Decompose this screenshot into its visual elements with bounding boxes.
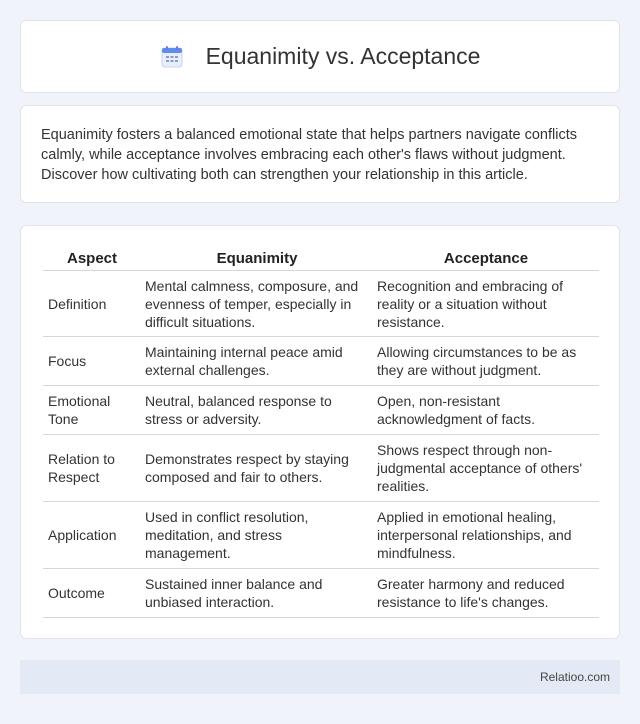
table-row xyxy=(43,271,599,337)
cell-equanimity: Neutral, balanced response to stress or adversity. xyxy=(141,386,373,435)
footer-brand-link[interactable]: Relatioo.com xyxy=(539,670,610,684)
comparison-table xyxy=(43,247,599,618)
intro-paragraph: Equanimity fosters a balanced emotional state that helps partners navigate conflicts calmly, while acceptance involves embracing each other's flaws without judgment. Discover how cultivating both can strengthen your relationship in this article. xyxy=(41,127,577,183)
table-row xyxy=(43,386,599,435)
cell-acceptance: Greater harmony and reduced resistance to life's changes. xyxy=(373,569,599,618)
table-row xyxy=(43,435,599,502)
cell-acceptance: Open, non-resistant acknowledgment of facts. xyxy=(373,386,599,435)
table-row xyxy=(43,502,599,569)
cell-aspect: Relation to Respect xyxy=(43,435,141,502)
cell-acceptance: Shows respect through non-judgmental acceptance of others' realities. xyxy=(373,435,599,502)
table-row xyxy=(43,337,599,386)
cell-equanimity: Demonstrates respect by staying composed and fair to others. xyxy=(141,435,373,502)
cell-acceptance: Allowing circumstances to be as they are without judgment. xyxy=(373,337,599,386)
cell-equanimity: Maintaining internal peace amid external challenges. xyxy=(141,337,373,386)
footer xyxy=(20,660,620,694)
cell-equanimity: Mental calmness, composure, and evenness of temper, especially in difficult situations. xyxy=(141,271,373,337)
cell-aspect: Emotional Tone xyxy=(43,386,141,435)
cell-equanimity: Sustained inner balance and unbiased interaction. xyxy=(141,569,373,618)
cell-equanimity: Used in conflict resolution, meditation, and stress management. xyxy=(141,502,373,569)
table-header-row xyxy=(43,247,599,271)
title-card xyxy=(20,20,620,93)
column-header-acceptance: Acceptance xyxy=(373,247,599,271)
column-header-aspect: Aspect xyxy=(43,247,141,271)
cell-aspect: Definition xyxy=(43,271,141,337)
cell-aspect: Focus xyxy=(43,337,141,386)
comparison-card xyxy=(20,225,620,639)
cell-acceptance: Applied in emotional healing, interpersonal relationships, and mindfulness. xyxy=(373,502,599,569)
calendar-icon xyxy=(160,45,184,69)
page-title: Equanimity vs. Acceptance xyxy=(205,43,481,69)
cell-aspect: Application xyxy=(43,502,141,569)
cell-acceptance: Recognition and embracing of reality or a situation without resistance. xyxy=(373,271,599,337)
intro-card xyxy=(20,105,620,203)
cell-aspect: Outcome xyxy=(43,569,141,618)
table-row xyxy=(43,569,599,618)
column-header-equanimity: Equanimity xyxy=(141,247,373,271)
